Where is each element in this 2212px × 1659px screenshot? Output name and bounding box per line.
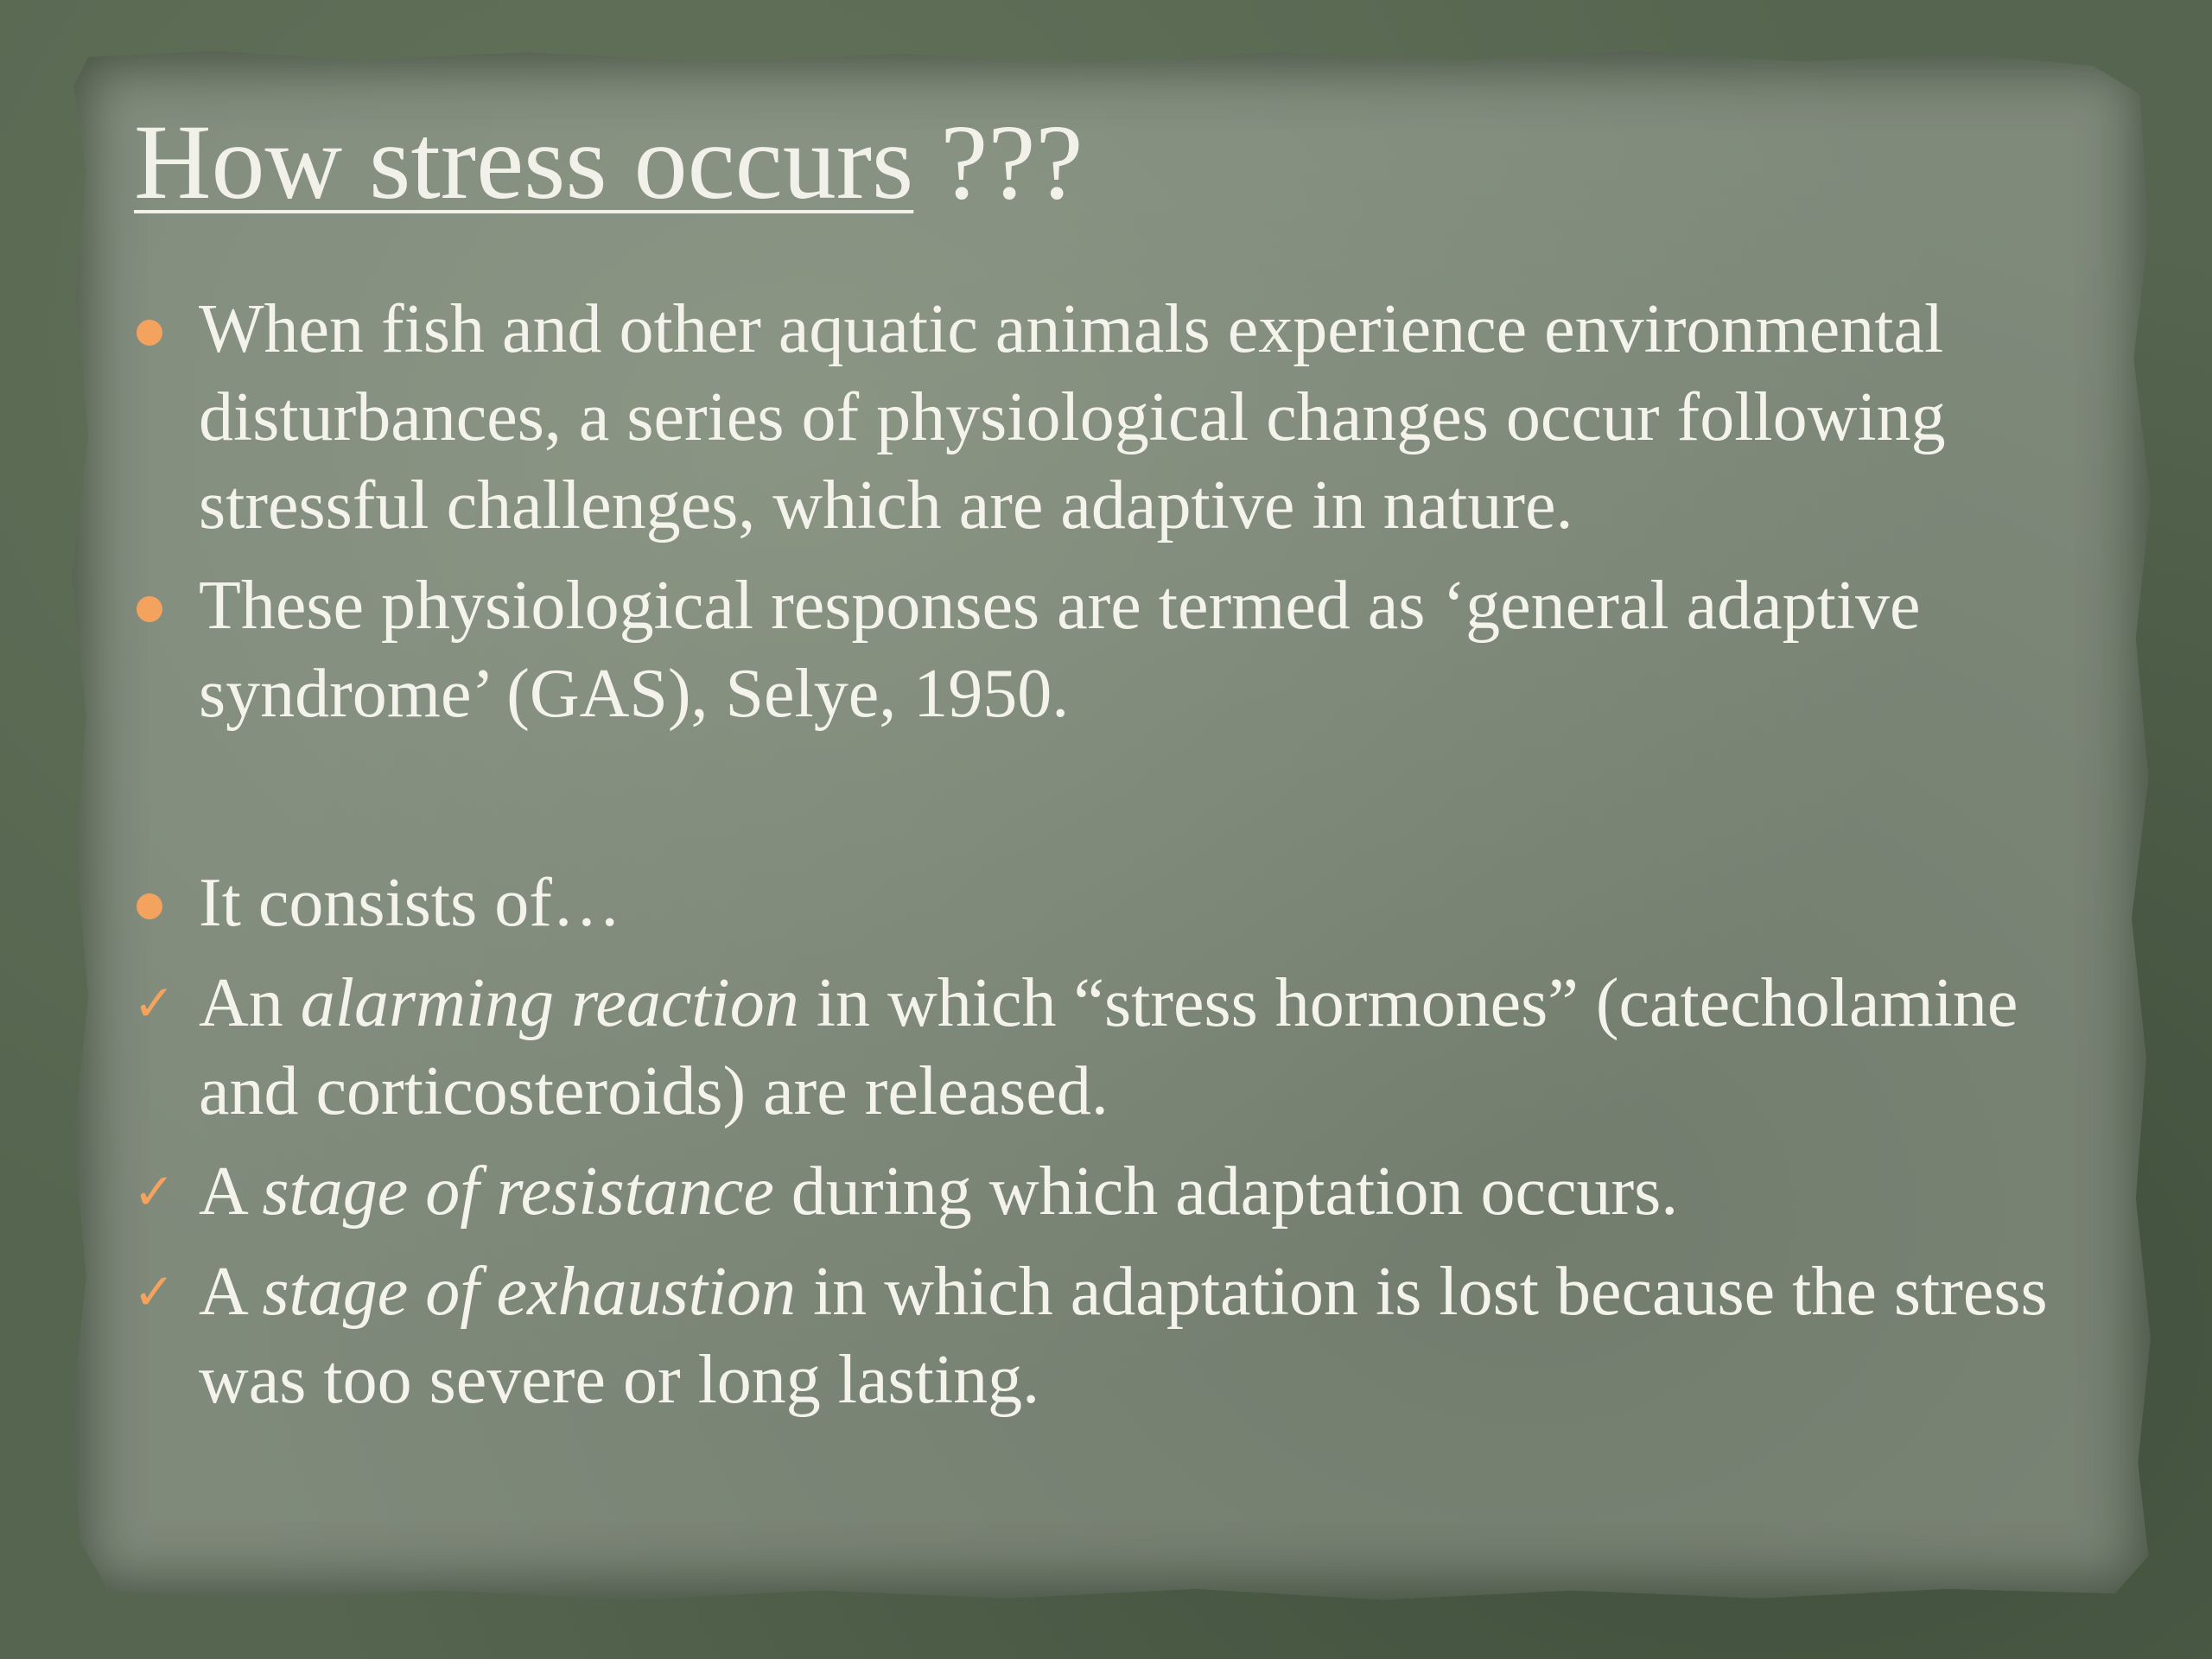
spacer — [130, 750, 2074, 859]
check-text-emphasis: alarming reaction — [300, 965, 799, 1041]
slide-body — [130, 285, 2074, 1436]
slide-title — [134, 102, 1083, 223]
checkmark-icon: ✓ — [133, 974, 175, 1033]
check-text-after: in which adaptation is lost because the stress was too severe or long lasting. — [199, 1254, 2048, 1418]
check-text-before: An — [199, 965, 301, 1041]
bullet-item — [130, 285, 2074, 550]
check-text-before: A — [199, 1254, 263, 1330]
check-text-emphasis: stage of exhaustion — [262, 1254, 797, 1330]
bullet-dot-icon — [137, 596, 162, 622]
check-text-emphasis: stage of resistance — [262, 1154, 774, 1230]
bullet-dot-icon — [137, 320, 162, 346]
check-text-before: A — [199, 1154, 263, 1230]
checkmark-icon: ✓ — [133, 1162, 175, 1221]
checkmark-icon: ✓ — [133, 1262, 175, 1321]
slide-title-suffix: ??? — [913, 103, 1084, 221]
bullet-text: It consists of… — [199, 865, 621, 941]
bullet-dot-icon — [137, 893, 162, 919]
bullet-item — [130, 562, 2074, 738]
check-text-after: during which adaptation occurs. — [773, 1154, 1679, 1230]
check-item — [130, 1248, 2074, 1424]
check-item — [130, 959, 2074, 1135]
bullet-text: These physiological responses are termed as ‘general adaptive syndrome’ (GAS), Selye, 1950. — [199, 568, 1921, 732]
check-text-after: in which “stress hormones” (catecholamine and corticosteroids) are released. — [199, 965, 2018, 1129]
check-item — [130, 1147, 2074, 1236]
slide-title-underlined: How stress occurs — [134, 103, 914, 221]
bullet-item — [130, 859, 2074, 947]
bullet-text: When fish and other aquatic animals experience environmental disturbances, a series of physiological changes occur following stressful challenges, which are adaptive in nature. — [199, 291, 1946, 543]
